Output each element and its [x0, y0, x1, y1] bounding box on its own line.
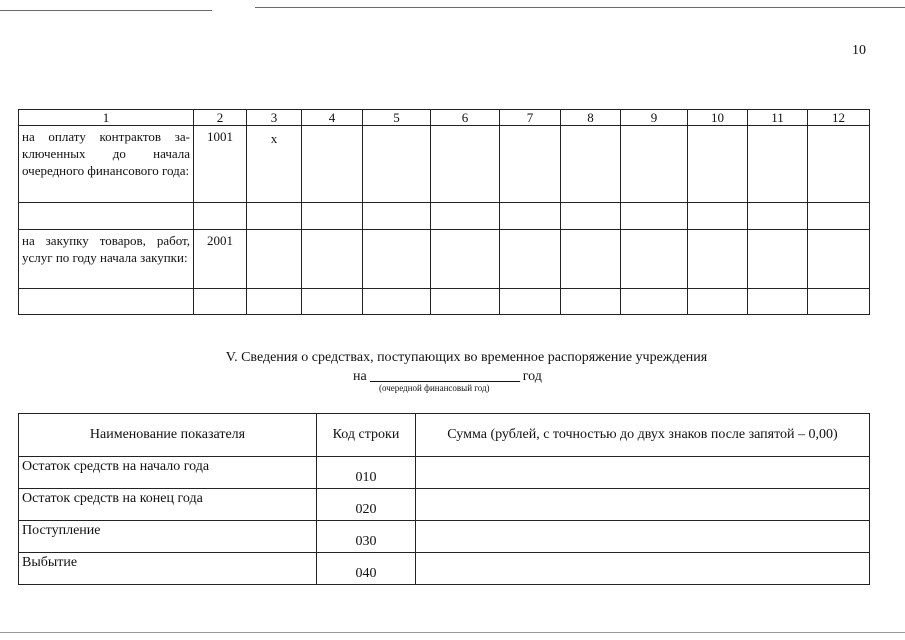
table-cell: [688, 203, 748, 230]
row-code: 030: [317, 521, 416, 553]
row-code: 040: [317, 553, 416, 585]
table-cell: [561, 203, 621, 230]
table-cell: [748, 230, 808, 289]
row-sum: [416, 457, 870, 489]
row-name: Выбытие: [19, 553, 317, 585]
table-row: [19, 203, 870, 230]
row-label: на закупку товаров, работ, услуг по году начала закупки:: [19, 230, 194, 289]
table-cell: [500, 126, 561, 203]
row-code: 020: [317, 489, 416, 521]
header-code: Код строки: [317, 414, 416, 457]
column-number: 12: [808, 110, 870, 126]
funds-table: [18, 109, 870, 315]
section-title: V. Сведения о средствах, поступающих во временное распоряжение учреждения: [225, 350, 708, 365]
row-col3: [247, 203, 302, 230]
table-cell: [748, 203, 808, 230]
row-label: [19, 289, 194, 315]
header-name: Наименование показателя: [19, 414, 317, 457]
table-cell: [302, 230, 363, 289]
table-cell: [621, 230, 688, 289]
table-cell: [363, 126, 431, 203]
table-cell: [688, 126, 748, 203]
row-code: 1001: [194, 126, 247, 203]
table-cell: [808, 126, 870, 203]
row-col3: [247, 289, 302, 315]
table-row: [19, 457, 870, 489]
row-col3: [247, 230, 302, 289]
table-row: [19, 126, 870, 203]
header-row: [19, 414, 870, 457]
table-row: [19, 230, 870, 289]
table-cell: [561, 126, 621, 203]
table-cell: [363, 203, 431, 230]
table-cell: [431, 230, 500, 289]
table-cell: [621, 126, 688, 203]
row-col3: x: [247, 126, 302, 203]
table-row: [19, 489, 870, 521]
table-cell: [431, 203, 500, 230]
row-name: Остаток средств на конец года: [19, 489, 317, 521]
column-number-row: [19, 110, 870, 126]
temporary-funds-table: [18, 413, 870, 585]
table-cell: [561, 289, 621, 315]
table-cell: [808, 203, 870, 230]
table-cell: [621, 289, 688, 315]
year-prefix: на: [353, 369, 367, 384]
column-number: 6: [431, 110, 500, 126]
column-number: 5: [363, 110, 431, 126]
column-number: 4: [302, 110, 363, 126]
row-name: Остаток средств на начало года: [19, 457, 317, 489]
table-row: [19, 289, 870, 315]
table-cell: [500, 230, 561, 289]
table-cell: [302, 289, 363, 315]
year-suffix: год: [522, 369, 542, 384]
row-name: Поступление: [19, 521, 317, 553]
table-row: [19, 521, 870, 553]
table-cell: [363, 289, 431, 315]
table-cell: [302, 203, 363, 230]
column-number: 2: [194, 110, 247, 126]
table-cell: [621, 203, 688, 230]
table-cell: [431, 289, 500, 315]
table-cell: [808, 230, 870, 289]
column-number: 10: [688, 110, 748, 126]
row-code: [194, 203, 247, 230]
table-cell: [500, 289, 561, 315]
row-label: [19, 203, 194, 230]
row-code: [194, 289, 247, 315]
row-sum: [416, 553, 870, 585]
column-number: 9: [621, 110, 688, 126]
row-sum: [416, 521, 870, 553]
table-cell: [302, 126, 363, 203]
top-scan-line-right: [255, 7, 905, 8]
column-number: 7: [500, 110, 561, 126]
row-label: на оплату контрактов заключенных до начала очередного финансового года:: [19, 126, 194, 203]
bottom-scan-line: [0, 632, 905, 633]
table-cell: [561, 230, 621, 289]
table-cell: [808, 289, 870, 315]
row-code: 2001: [194, 230, 247, 289]
page-number: 10: [852, 43, 866, 58]
table-cell: [431, 126, 500, 203]
column-number: 11: [748, 110, 808, 126]
header-sum: Сумма (рублей, с точностью до двух знаков после запятой – 0,00): [416, 414, 870, 457]
table-cell: [688, 289, 748, 315]
table-row: [19, 553, 870, 585]
table-cell: [688, 230, 748, 289]
table-cell: [500, 203, 561, 230]
table-cell: [363, 230, 431, 289]
year-blank-field: [370, 367, 520, 382]
row-sum: [416, 489, 870, 521]
year-note: (очередной финансовый год): [379, 383, 490, 393]
column-number: 1: [19, 110, 194, 126]
top-scan-line-left: [0, 10, 212, 11]
table-cell: [748, 289, 808, 315]
row-code: 010: [317, 457, 416, 489]
table-cell: [748, 126, 808, 203]
column-number: 3: [247, 110, 302, 126]
column-number: 8: [561, 110, 621, 126]
